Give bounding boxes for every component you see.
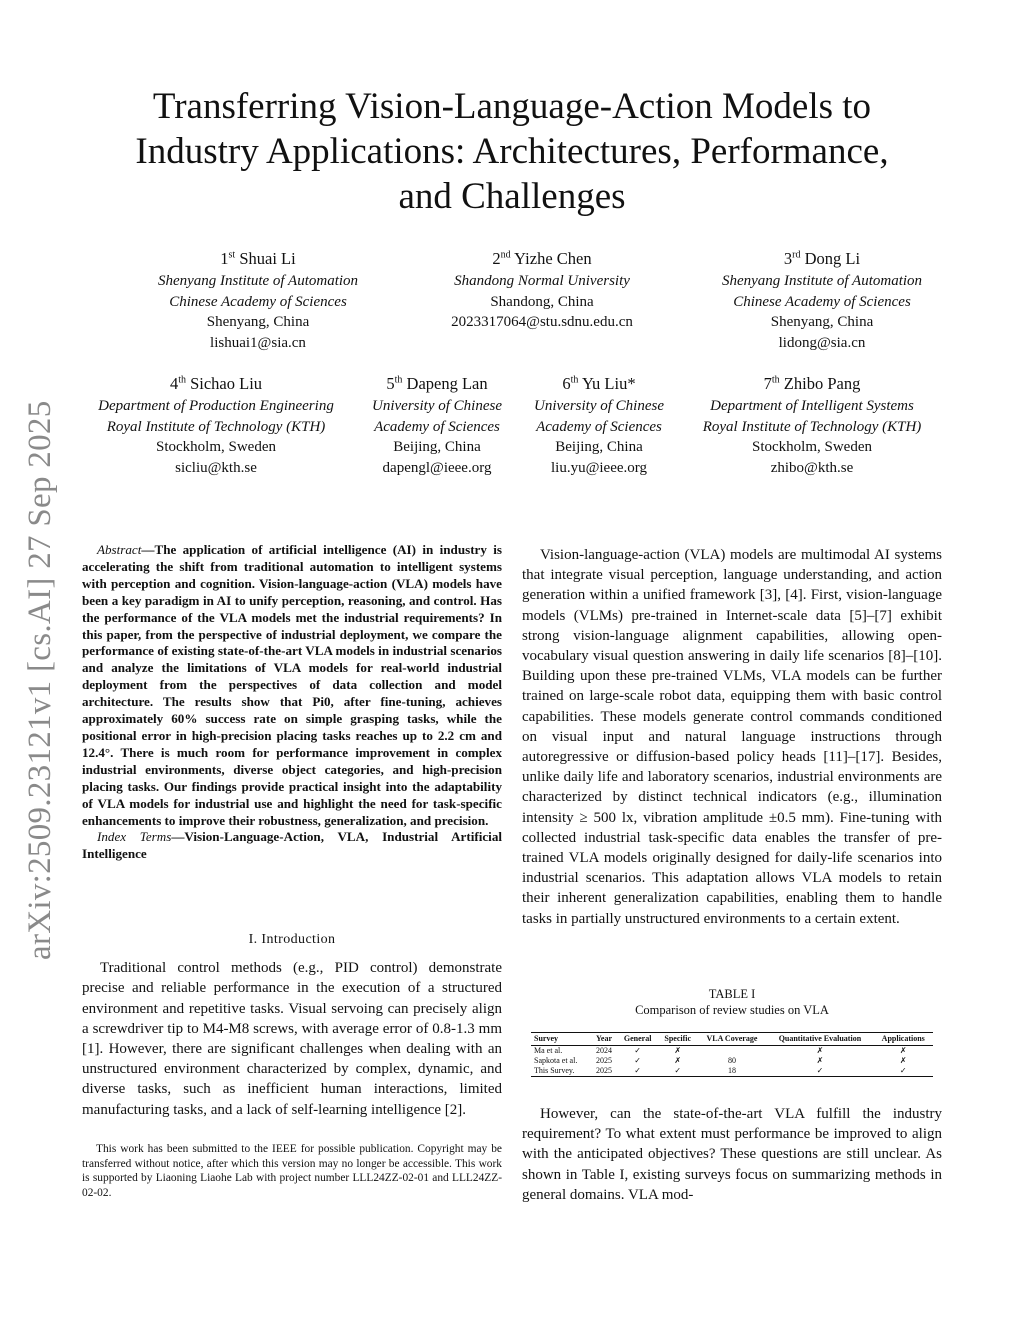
table-header: VLA Coverage	[698, 1033, 767, 1046]
author-email: sicliu@kth.se	[175, 459, 257, 476]
author-email: zhibo@kth.se	[770, 459, 854, 476]
table-cell: ✗	[674, 1046, 682, 1055]
table-cell: ✓	[873, 1066, 933, 1077]
table-cell: ✗	[816, 1056, 824, 1065]
footnote	[82, 1142, 502, 1200]
author-affiliation: Chinese Academy of Sciences	[169, 293, 347, 310]
author-block	[78, 373, 354, 478]
table-cell: Ma et al.	[534, 1046, 563, 1055]
author-block	[356, 373, 518, 478]
author-affiliation: University of Chinese	[534, 398, 664, 414]
table-header: General	[617, 1033, 658, 1046]
author-affiliation: Shenyang Institute of Automation	[157, 273, 359, 289]
table-cell: ✗	[899, 1046, 907, 1055]
author-block	[680, 373, 944, 478]
section-heading: I. Introduction	[248, 932, 336, 947]
title-line: Transferring Vision-Language-Action Models to	[152, 86, 872, 127]
author-name: 6th Yu Liu*	[562, 374, 636, 393]
author-affiliation: University of Chinese	[372, 398, 502, 414]
author-name: 5th Dapeng Lan	[386, 374, 488, 393]
author-affiliation: Royal Institute of Technology (KTH)	[702, 418, 922, 435]
table-cell: ✗	[899, 1056, 907, 1065]
author-city: Shandong, China	[490, 293, 594, 310]
index-terms-text: —Vision-Language-Action, VLA, Industrial Artificial Intelligence	[82, 829, 502, 862]
author-affiliation: Royal Institute of Technology (KTH)	[106, 418, 326, 435]
author-block	[519, 373, 679, 478]
author-affiliation: Shenyang Institute of Automation	[721, 273, 923, 289]
author-name: 2nd Yizhe Chen	[492, 249, 592, 268]
author-block	[130, 248, 386, 353]
table-header: Year	[591, 1033, 618, 1046]
author-block	[694, 248, 950, 353]
author-name: 1st Shuai Li	[220, 249, 296, 268]
author-email: lidong@sia.cn	[778, 334, 866, 351]
table-header-row	[531, 1033, 933, 1046]
author-affiliation: Chinese Academy of Sciences	[733, 293, 911, 310]
table-cell: ✓	[766, 1066, 873, 1077]
author-city: Beijing, China	[555, 439, 643, 455]
table-label: TABLE I	[708, 987, 756, 1001]
table-cell: 80	[727, 1056, 736, 1065]
author-name: 3rd Dong Li	[783, 249, 861, 268]
abstract-text: —The application of artificial intelligence (AI) in industry is accelerating the shift from traditional automation to intelligent systems with perception and cognition. Vision-language-action (VLA) models have been a key paradigm in AI to unify perception, reasoning, and control. Has the performance of the VLA models met the industrial requirements? In this paper, from the perspective of industrial deployment, we compare the performance of existing state-of-the-art VLA models in industrial scenarios and analyze the limitations of VLA models for real-world industrial deployment from the perspectives of data collection and model architecture. The results show that Pi0, after fine-tuning, achieves approximately 60% success rate on simple grasping tasks, while the positional error in high-precision placing tasks reaches up to 2.2 cm and 12.4°. There is much room for performance improvement in complex industrial environments, diverse object categories, and high-precision placing tasks. Our findings provide practical insight into the adaptability of VLA models for industrial use and highlight the need for task-specific enhancements to improve their robustness, generalization, and precision.	[82, 542, 502, 828]
table-cell: Sapkota et al.	[534, 1056, 578, 1065]
author-city: Stockholm, Sweden	[752, 439, 872, 455]
author-name: 4th Sichao Liu	[169, 374, 263, 393]
table-caption: Comparison of review studies on VLA	[635, 1003, 829, 1017]
table-header: Specific	[658, 1033, 698, 1046]
table-cell: ✓	[658, 1066, 698, 1077]
table-cell: 2024	[596, 1046, 613, 1055]
table-cell: ✓	[634, 1056, 641, 1065]
table-cell: ✗	[816, 1046, 824, 1055]
table-row	[531, 1056, 933, 1066]
table-header: Quantitative Evaluation	[766, 1033, 873, 1046]
author-email: dapengl@ieee.org	[382, 459, 492, 476]
table-cell: 2025	[591, 1066, 618, 1077]
arxiv-side-label: arXiv:2509.23121v1 [cs.AI] 27 Sep 2025	[22, 400, 58, 960]
body-paragraph: However, can the state-of-the-art VLA fulfill the industry requirement? To what extent must performance be improved to align with the anticipated objectives? These questions are still unclear. As shown in Table I, existing surveys focus on summarizing methods in general domains. VLA mod-	[522, 1106, 942, 1203]
author-affiliation: Academy of Sciences	[536, 418, 662, 435]
body-paragraph: Vision-language-action (VLA) models are multimodal AI systems that integrate visual perception, language understanding, and action generation within a unified framework [3], [4]. First, vision-language models (VLMs) pre-trained in Internet-scale data [5]–[7] exhibit strong vision-language alignment capabilities, allowing open-vocabulary visual question answering in daily life scenarios [8]–[10]. Building upon these pre-trained VLMs, VLA models can be further trained on large-scale robot data, equipping them with basic control capabilities. These models generate control commands conditioned on visual input and natural language instructions through autoregressive or diffusion-based policy heads [11]–[17]. Besides, unlike daily life and laboratory scenarios, industrial environments are characterized by distinct technical indicators (e.g., illumination intensity ≥ 500 lx, vibration amplitude ±0.5 mm). Fine-tuning with collected industrial task-specific data enables the transfer of pre-trained VLA models originally designed for daily-life scenarios into industrial scenarios. This adaptation allows VLA models to retain their inherent generalization capabilities, enabling them to handle tasks in partially unstructured environments to a certain extent.	[522, 547, 942, 927]
table-cell	[698, 1046, 767, 1057]
abstract	[82, 542, 502, 863]
table-cell: ✓	[617, 1066, 658, 1077]
abstract-label: Abstract	[97, 542, 142, 557]
table-1	[522, 986, 942, 1077]
author-block	[412, 248, 672, 333]
intro-paragraph: Traditional control methods (e.g., PID control) demonstrate precise and reliable performance in the execution of a structured environment and repetitive tasks. Visual servoing can precisely align a screwdriver tip to M4-M8 screws, with average error of 0.8-1.3 mm [1]. However, there are significant challenges when dealing with an unstructured environment characterized by complex, dynamic, and diverse tasks, such as inefficient human interactions, limited manufacturing tasks, and a lack of self-learning intelligence [2].	[82, 960, 502, 1118]
author-city: Beijing, China	[393, 439, 481, 455]
paper-title	[60, 84, 964, 219]
title-line: and Challenges	[398, 176, 626, 217]
author-city: Shenyang, China	[770, 314, 874, 330]
footnote-text: This work has been submitted to the IEEE for possible publication. Copyright may be transferred without notice, after which this version may no longer be accessible. This work is supported by Liaoning Liaohe Lab with project number LLL24ZZ-02-01 and LLL24ZZ-02-02.	[82, 1143, 502, 1199]
author-affiliation: Shandong Normal University	[454, 273, 630, 289]
author-name: 7th Zhibo Pang	[763, 374, 861, 393]
table-cell: ✓	[634, 1046, 641, 1055]
author-email: lishuai1@sia.cn	[210, 334, 306, 351]
table-row	[531, 1046, 933, 1057]
comparison-table	[531, 1032, 933, 1077]
table-cell: This Survey.	[531, 1066, 591, 1077]
author-email: 2023317064@stu.sdnu.edu.cn	[451, 314, 633, 330]
table-row	[531, 1066, 933, 1077]
right-column-text	[522, 545, 942, 929]
author-city: Stockholm, Sweden	[156, 439, 276, 455]
author-affiliation: Academy of Sciences	[374, 418, 500, 435]
table-cell: 18	[698, 1066, 767, 1077]
author-email: liu.yu@ieee.org	[550, 459, 647, 476]
author-affiliation: Department of Intelligent Systems	[710, 398, 914, 414]
table-cell: 2025	[596, 1056, 613, 1065]
author-city: Shenyang, China	[206, 314, 310, 330]
right-column-text-2	[522, 1104, 942, 1205]
table-cell: ✗	[674, 1056, 682, 1065]
author-affiliation: Department of Production Engineering	[98, 398, 334, 414]
introduction-section	[82, 918, 502, 1120]
index-terms-label: Index Terms	[97, 829, 172, 845]
table-header: Survey	[531, 1033, 591, 1046]
table-header: Applications	[873, 1033, 933, 1046]
title-line: Industry Applications: Architectures, Performance,	[135, 131, 889, 172]
